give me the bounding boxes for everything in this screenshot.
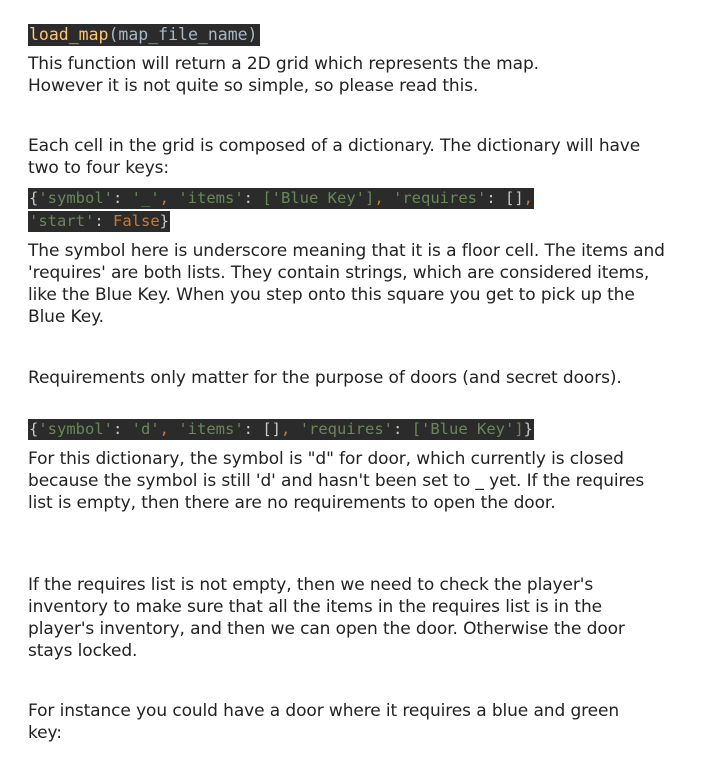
- example-code-door-cell: {'symbol': 'd', 'items': [], 'requires': ['Blue Key']}: [29, 420, 534, 438]
- instance-paragraph: For instance you could have a door where it requires a blue and green key:: [28, 701, 620, 743]
- function-signature: [28, 23, 260, 47]
- cells-paragraph: Each cell in the grid is composed of a dictionary. The dictionary will have two to four keys:: [28, 136, 641, 178]
- function-name: load_map: [29, 25, 109, 44]
- function-params: (map_file_name): [108, 25, 258, 44]
- signature-code: [28, 24, 260, 46]
- intro-line-2: However it is not quite so simple, so please read this.: [28, 76, 479, 96]
- intro-paragraph: [28, 53, 673, 97]
- symbol-explanation-paragraph: The symbol here is underscore meaning that it is a floor cell. The items and 'requires' are both lists. They contain strings, which are considered items, like the Blue Key. When you step onto this square you get to pick up the Blue Key.: [28, 241, 665, 327]
- requires-not-empty-paragraph: If the requires list is not empty, then we need to check the player's inventory to make sure that all the items in the requires list is in the player's inventory, and then we can open the door. Otherwise the door stays locked.: [28, 575, 625, 661]
- requirements-paragraph: Requirements only matter for the purpose of doors (and secret doors).: [28, 368, 622, 388]
- door-explanation-paragraph: For this dictionary, the symbol is "d" for door, which currently is closed because the symbol is still 'd' and hasn't been set to _ yet. If the requires list is empty, then there are no requirements to open the door.: [28, 449, 645, 513]
- intro-line-1: This function will return a 2D grid which represents the map.: [28, 54, 539, 74]
- example-code-floor-cell: {'symbol': '_', 'items': ['Blue Key'], 'requires': [], 'start': False}: [29, 189, 534, 230]
